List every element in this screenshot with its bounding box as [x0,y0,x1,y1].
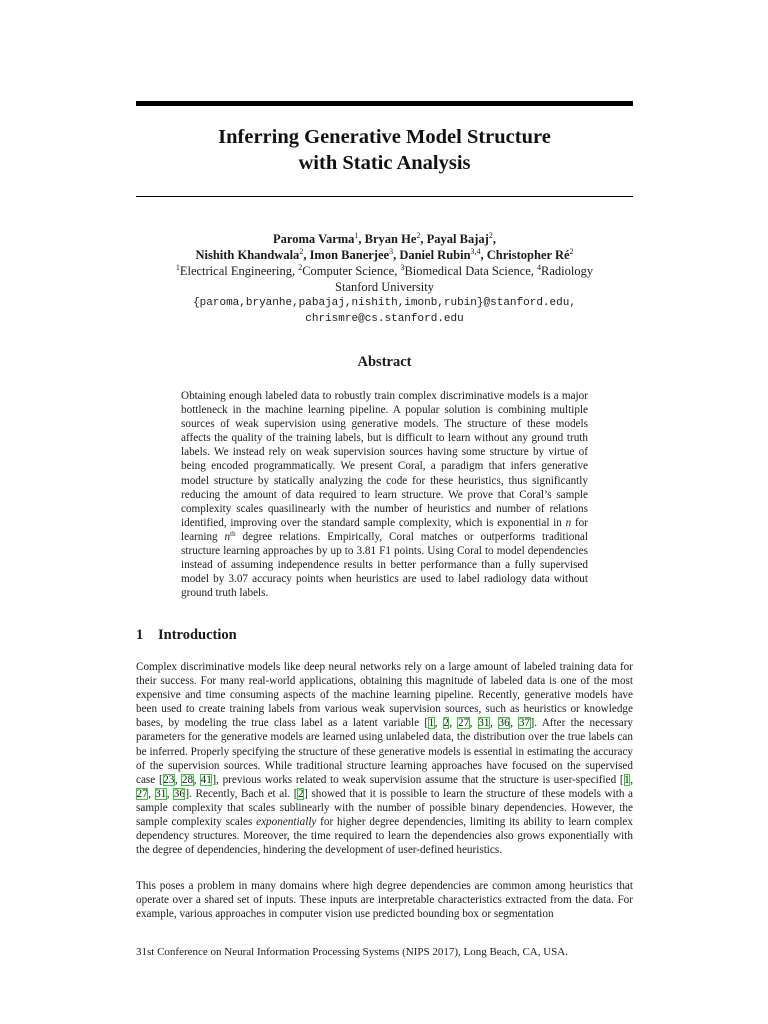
abstract-text [181,389,588,600]
para-text: Complex discriminative models like deep neural networks rely on a large amount of labeled training data for their success. For many real-world applications, obtaining this magnitude of labeled data is one of the most expensive and time consuming aspects of the machine learning pipeline. Recently, generative models have been used to create training labels from various weak supervision sources, such as heuristics or knowledge bases, by modeling the true class label as a latent variable [ [136,661,633,730]
author-line-1: Paroma Varma$^1$, Bryan He$^2$, Payal Bajaj$^2$, [273,231,496,246]
title-bottom-rule [136,196,633,197]
author-name: Paroma Varma [273,232,355,246]
conference-footer: 31st Conference on Neural Information Processing Systems (NIPS 2017), Long Beach, CA, USA. [136,946,568,958]
affiliation: Radiology [541,264,594,278]
para-text: for higher degree dependencies, limiting its ability to learn complex dependency structures. Moreover, the time required to learn the dependencies also grows exponentially with the degree of dependencies, hindering the development of user-defined heuristics. [136,816,633,857]
author-block [136,231,633,327]
affil-mark: 2 [298,263,303,272]
math-var: n [224,530,231,543]
intro-paragraph-2: This poses a problem in many domains where high degree dependencies are common among heuristics that operate over a shared set of inputs. These inputs are interpretable characteristics extracted from the data. For example, various approaches in computer vision use predicted bounding box or segmentation [136,880,633,921]
abstract-body: for learning [181,516,589,543]
paper-title [136,124,633,176]
intro-paragraph-1: Complex discriminative models like deep neural networks rely on a large amount of labeled training data for their success. For many real-world applications, obtaining this magnitude of labeled data is one of the most expensive and time consuming aspects of the machine learning pipeline. Recently, generative models have been used to create training labels from various weak supervision sources, such as heuristics or knowledge bases, by modeling the true class label as a latent variable [1, 2, 27, 31, 36, 37]. After the necessary parameters for the generative models are learned using unlabeled data, the distribution over the true labels can be inferred. Properly specifying the structure of these generative models is essential in estimating the accuracy of the supervision sources. While traditional structure learning approaches have focused on the supervised case [23, 28, 41], previous works related to weak supervision assume that the structure is user-specified [1, 27, 31, 36]. Recently, Bach et al. [2] showed that it is possible to learn the structure of these models with a sample complexity that scales sublinearly with the number of possible binary dependencies. However, the sample complexity scales exponentially for higher degree dependencies, limiting its ability to learn complex dependency structures. Moreover, the time required to learn the dependencies also grows exponentially with the degree of dependencies, hindering the development of user-defined heuristics. [136,661,634,857]
citation-link[interactable]: 27 [136,787,148,800]
abstract-heading: Abstract [357,354,412,370]
citation-link[interactable]: 28 [181,773,194,786]
email-line-1: {paroma,bryanhe,pabajaj,nishith,imonb,rubin}@stanford.edu, [193,297,576,309]
author-name: Nishith Khandwala [195,248,300,262]
title-line-1: Inferring Generative Model Structure [218,126,551,148]
affil-mark: 1 [175,263,180,272]
para-text: ]. After the necessary parameters for the generative models are learned using unlabeled data, the distribution over the true labels can be inferred. Properly specifying the structure of these generative models is essential in estimating the accuracy of the supervision sources. While traditional structure learning approaches have focused on the supervised case [ [136,717,634,786]
affiliation: Biomedical Data Science, [404,264,538,278]
citation-link[interactable]: 2 [443,717,449,730]
citation-link[interactable]: 27 [457,717,470,730]
affiliation: Electrical Engineering, [179,264,299,278]
para-text: ]. Recently, Bach et al. [ [185,787,298,800]
author-name: Payal Bajaj [426,232,489,246]
citation-link[interactable]: 37 [518,717,530,730]
citation-link[interactable]: 2 [297,787,304,800]
superscript: th [230,529,236,538]
abstract-body: Obtaining enough labeled data to robustly train complex discriminative models is a major bottleneck in the machine learning pipeline. A popular solution is combining multiple sources of weak supervision using generative models. The structure of these models affects the quality of the training labels, but is difficult to learn without any ground truth labels. We instead rely on weak supervision sources having some structure by virtue of being encoded programmatically. We present Coral, a paradigm that infers generative model structure by statically analyzing the code for these heuristics, thus significantly reducing the amount of data required to learn structure. We prove that Coral’s sample complexity scales quasilinearly with the number of heuristics and number of relations identified, improving over the standard sample complexity, which is exponential in [181,390,588,529]
citation-link[interactable]: 36 [173,787,185,800]
affil-mark: 4 [537,263,542,272]
citation-link[interactable]: 31 [478,717,490,730]
author-name: Christopher Ré [486,248,570,262]
university-line: Stanford University [335,280,434,294]
citation-link[interactable]: 41 [200,773,212,786]
para-text: ] showed that it is possible to learn the structure of these models with a sample complexity that scales sublinearly with the number of possible binary dependencies. However, the sample complexity scales [136,787,634,829]
author-affil-mark: 3,4 [470,247,481,256]
title-top-rule [136,101,633,106]
author-affil-mark: 1 [354,231,359,240]
affil-mark: 3 [400,263,405,272]
section-title: Introduction [158,627,237,643]
author-affil-mark: 2 [488,231,493,240]
abstract-body: degree relations. Empirically, Coral matches or outperforms traditional structure learning approaches by up to 3.81 F1 points. Using Coral to model dependencies instead of assuming independence results in better performance than a fully supervised model by 3.07 accuracy points when heuristics are used to label radiology data without ground truth labels. [181,530,588,600]
author-name: Bryan He [364,232,417,246]
citation-link[interactable]: 1 [624,773,630,786]
emphasis: exponentially [256,816,317,829]
citation-link[interactable]: 31 [155,787,167,800]
author-name: Daniel Rubin [399,248,471,262]
section-number: 1 [136,627,144,643]
author-name: Imon Banerjee [309,248,390,262]
affiliation: Computer Science, [302,264,401,278]
section-heading [136,627,633,644]
affiliations-line [136,263,633,279]
citation-link[interactable]: 1 [428,717,435,730]
author-affil-mark: 2 [416,231,421,240]
citation-link[interactable]: 36 [498,717,510,730]
author-affil-mark: 2 [299,247,304,256]
email-line-2: chrismre@cs.stanford.edu [305,313,464,325]
citation-link[interactable]: 23 [163,773,175,786]
author-affil-mark: 2 [569,247,574,256]
author-line-2: Nishith Khandwala$^2$, Imon Banerjee$^3$, Daniel Rubin$^{3,4}$, Christopher $Ré^2$ [195,247,574,262]
author-affil-mark: 3 [389,247,394,256]
title-line-2: with Static Analysis [298,152,471,174]
para-text: ], previous works related to weak supervision assume that the structure is user-specified [ [212,773,624,786]
math-var: n [565,516,572,529]
